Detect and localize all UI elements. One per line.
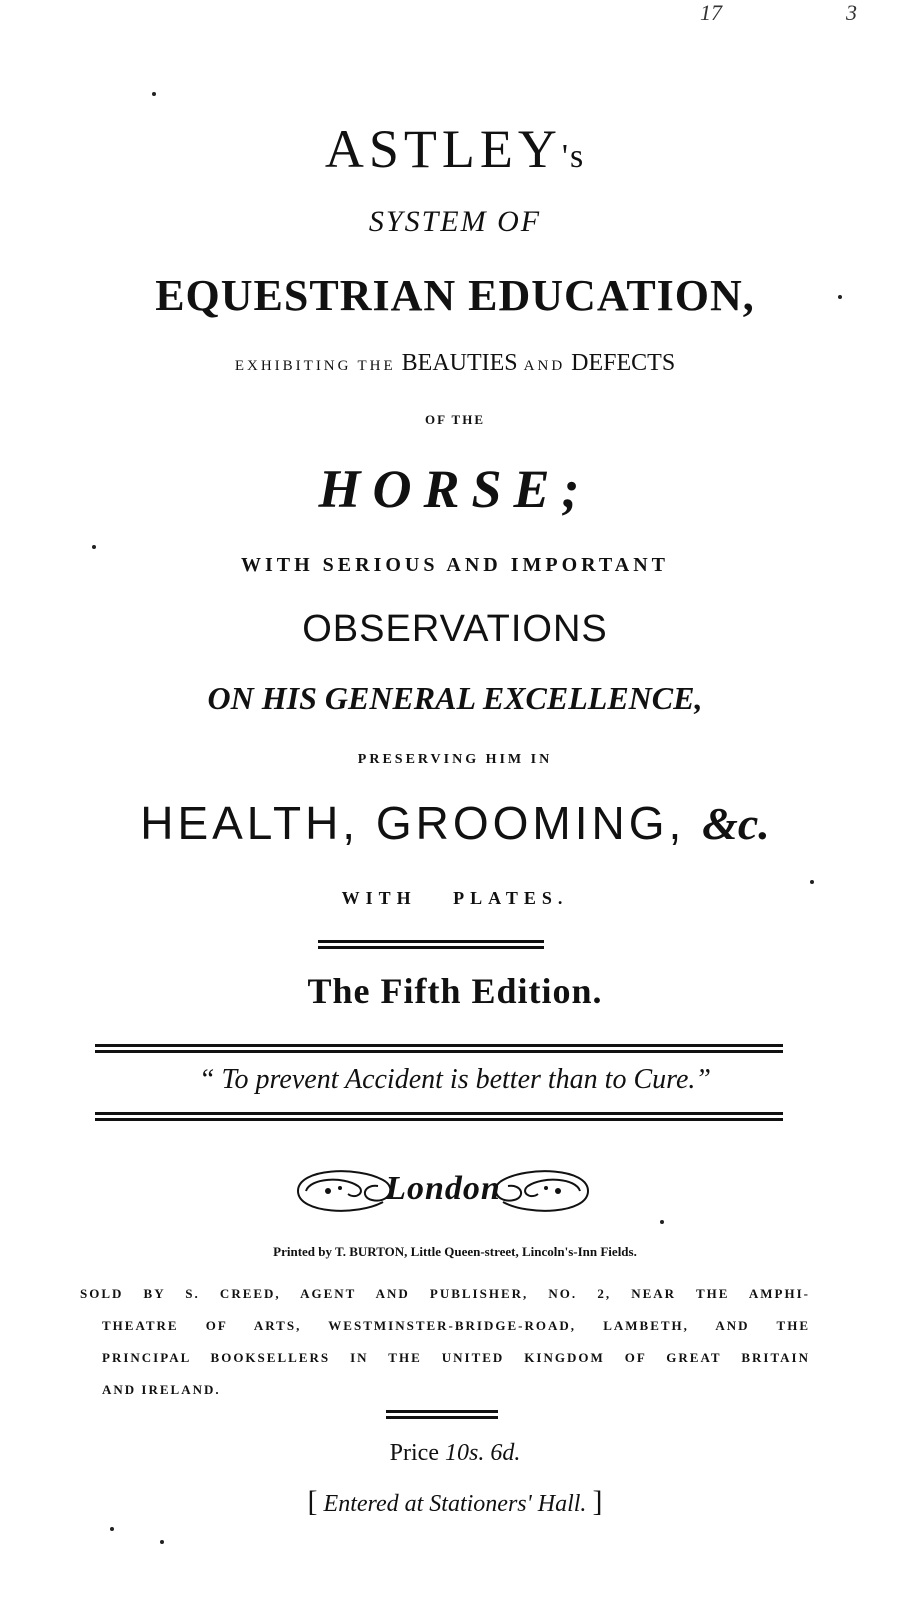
handwritten-mark-right: 3 — [846, 0, 857, 25]
seller-line-1: SOLD BY S. CREED, AGENT AND PUBLISHER, NO. 2, NEAR THE AMPHI- — [80, 1286, 810, 1301]
preserving-line: PRESERVING HIM IN — [357, 752, 553, 767]
ink-speck — [152, 92, 156, 96]
ink-speck — [92, 545, 96, 549]
general-excellence-line: ON HIS GENERAL EXCELLENCE, — [207, 680, 703, 716]
double-rule-divider — [95, 1044, 783, 1053]
ink-speck — [660, 1220, 664, 1224]
exhibiting-word-1: EXHIBITING — [234, 358, 352, 374]
with-plates-line: WITH PLATES. — [341, 888, 569, 908]
edition-line: The Fifth Edition. — [307, 971, 603, 1011]
ink-speck — [810, 880, 814, 884]
seller-line-2: THEATRE OF ARTS, WESTMINSTER-BRIDGE-ROAD, LAMBETH, AND THE — [102, 1318, 810, 1333]
etcetera-mark: &c. — [702, 798, 770, 849]
main-title: EQUESTRIAN EDUCATION, — [155, 271, 755, 320]
london-flourish — [288, 1160, 598, 1222]
with-serious-line: WITH SERIOUS AND IMPORTANT — [241, 554, 669, 576]
ink-speck — [160, 1540, 164, 1544]
observations-heading: OBSERVATIONS — [302, 608, 608, 650]
double-rule-divider — [386, 1410, 498, 1419]
exhibiting-word-4: AND — [523, 358, 566, 374]
exhibiting-word-5: DEFECTS — [571, 350, 676, 376]
author-name: ASTLEY — [324, 119, 562, 179]
book-author-title — [0, 118, 910, 180]
entered-text: Entered at Stationers' Hall. — [323, 1491, 587, 1517]
printer-line: Printed by T. BURTON, Little Queen-street, Lincoln's-Inn Fields. — [273, 1244, 637, 1259]
seller-line-3: PRINCIPAL BOOKSELLERS IN THE UNITED KINGDOM OF GREAT BRITAIN — [102, 1350, 810, 1365]
horse-heading: HORSE; — [318, 459, 592, 519]
price-label: Price — [389, 1440, 439, 1466]
health-grooming-text: HEALTH, GROOMING, — [140, 797, 686, 849]
open-bracket: [ — [307, 1485, 318, 1518]
price-line — [0, 1440, 910, 1467]
seller-paragraph — [80, 1278, 810, 1406]
handwritten-mark-left: 17 — [700, 0, 722, 25]
exhibiting-word-2: THE — [357, 358, 396, 374]
subtitle: SYSTEM OF — [368, 205, 542, 238]
double-rule-divider — [318, 940, 544, 949]
price-amount: 10s. 6d. — [444, 1440, 521, 1466]
author-possessive: 's — [561, 138, 586, 175]
place-of-publication: London — [385, 1170, 501, 1207]
ink-speck — [110, 1527, 114, 1531]
ink-speck — [838, 295, 842, 299]
of-the-line: OF THE — [424, 412, 486, 427]
exhibiting-word-3: BEAUTIES — [401, 350, 518, 376]
motto-quote: “ To prevent Accident is better than to Cure.” — [198, 1064, 711, 1095]
close-bracket: ] — [592, 1485, 603, 1518]
health-grooming-heading — [0, 796, 910, 850]
entered-line — [0, 1485, 910, 1519]
double-rule-divider — [95, 1112, 783, 1121]
exhibiting-line — [0, 350, 910, 377]
seller-line-4: AND IRELAND. — [102, 1382, 221, 1397]
